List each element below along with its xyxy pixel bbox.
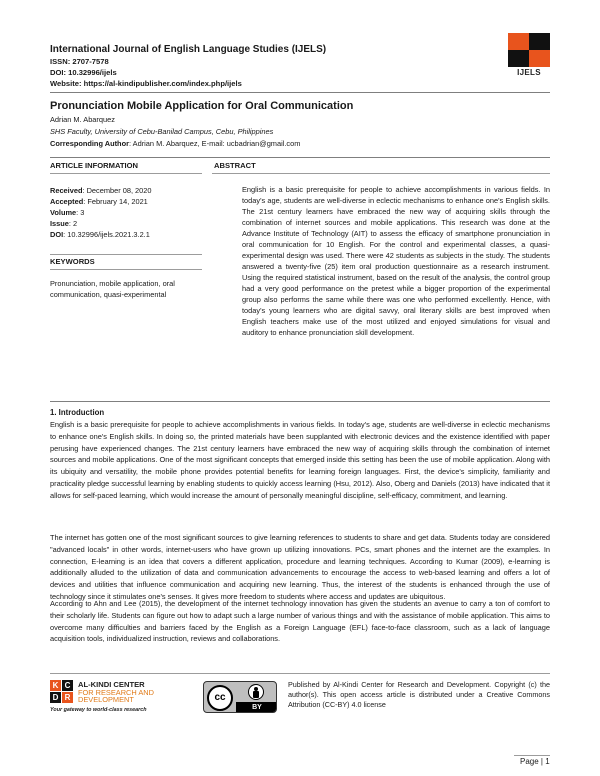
intro-paragraph-2: The internet has gotten one of the most significant sources to give learning references to students to share and get data. Students today are considered "advanced locals" in other words, internet-users who have grown up utilizing innovations. PCs, smart phones and the internet are the examples. In connection, E-learning is an idea that covers a different application, procedure and learning techniques. According to Kumar (2009), e-learning is additionally alluded to the utilization of data and communication advancements to encourage the access to web-based learning and offers a lot of devices and utilities that influence communication and acquiring new learning. Thus, the interest of the students is enhanced through the use of technology since it stimulates one's senses. It gives more freedom to students where access and updates are ubiquitous. xyxy=(50,533,550,601)
center-subtitle xyxy=(78,689,154,703)
page-number-divider xyxy=(514,755,550,756)
journal-header xyxy=(50,44,490,89)
ijels-logo-text: IJELS xyxy=(517,68,541,77)
keywords-heading: KEYWORDS xyxy=(50,257,95,266)
intro-paragraph-3: According to Ahn and Lee (2015), the development of the internet technology innovation has given the students an avenue to carry a ton of comfort to their scholarly life. Students can figure out how to adapt such a large number of various things and with the assistance of mobile application. This aims to overcome many difficulties and barriers faced by the English as a Foreign Language (EFL) face-to-face classroom, such as a lack of language acquisition tools, individualized instruction, reviews and collaborations. xyxy=(50,599,550,644)
received-value: : December 08, 2020 xyxy=(82,186,152,195)
header-divider xyxy=(50,92,550,93)
page-number: Page | 1 xyxy=(520,757,550,766)
cc-by-license-badge[interactable] xyxy=(203,681,277,713)
abstract-end-divider xyxy=(50,401,550,402)
accepted-label: Accepted xyxy=(50,197,84,206)
logo-letter-c: C xyxy=(62,680,73,691)
license-text: Published by Al-Kindi Center for Research and Development. Copyright (c) the author(s). This open access article is distributed under a Creative Commons Attribution (CC-BY) 4.0 license xyxy=(288,680,550,709)
issue-value: : 2 xyxy=(68,219,78,228)
logo-letter-k: K xyxy=(50,680,61,691)
center-sub-line-2: DEVELOPMENT xyxy=(78,695,134,704)
intro-paragraph-1: English is a basic prerequisite for people to achieve accomplishments in various fields. In today's age, students are well-diverse in eclectic mechanisms to enhance one's English skills. In doing so, the printed materials have been supplanted with electronic devices and the existence identified with paper perusing have experienced changes. The 21st century learners have embraced the new way of acquiring skills through the combination of internet sources and mobile applications. One of the most significant concepts that emerged inside this setting has been the use of mobile application. Along with its ubiquity and versatility, the mobile phone provides potential benefits for learning foreign languages. First, the device's simplicity, familiarity and practicality pledge successful learning by enabling students to quickly access learning (Hsu, 2012). Also, Oberg and Daniels (2013) have indicated that it allows for self-paced learning, which would increase the amount of personally meaningful discipline, self-efficacy, commitment, and learning. xyxy=(50,420,550,500)
attribution-icon xyxy=(248,684,264,700)
al-kindi-logo xyxy=(50,680,200,716)
abstract-text: English is a basic prerequisite for people to achieve accomplishments in various fields. In today's age, students are well-diverse in eclectic mechanisms to enhance one's English skills. The 21st century learners have embraced the new way of acquiring skills through the combination of internet sources and mobile applications. This research was done at the Advance Institute of Technology (AIT) to assess the efficacy of smartphone pronunciation in oral communication for 10 English. For the control and experimental classes, a quasi-experimental design was used. There were 42 students as subjects in the study. The students answered a twenty-five (25) item oral production questionnaire as a research instrument. Using the required statistical instrument, based on the result of the analysis, the control group had a very good performance on the pretest while a bigger proportion of the experimental group also performs the same while there was one who performed excellently. Hence, with today's young learners who are digital savvy, oral literary skills are best improved when English teachers make use of the most utilized and enjoyed simulations for visual and auditory to enhance pronunciation skill development. xyxy=(242,185,550,337)
footer-divider xyxy=(50,673,550,674)
keywords-bottom-divider xyxy=(50,269,202,270)
logo-square-black xyxy=(529,33,550,50)
section-divider xyxy=(50,157,550,158)
article-info-heading: ARTICLE INFORMATION xyxy=(50,161,139,170)
journal-issn: ISSN: 2707-7578 xyxy=(50,57,109,66)
corresponding-value: : Adrian M. Abarquez, E-mail: ucbadrian@gmail.com xyxy=(128,139,301,148)
corresponding-author xyxy=(50,139,300,149)
received-label: Received xyxy=(50,186,83,195)
article-title: Pronunciation Mobile Application for Oral Communication xyxy=(50,100,354,112)
abstract-divider xyxy=(212,173,550,174)
doi-row xyxy=(50,229,200,240)
info-divider xyxy=(50,173,202,174)
logo-square-black xyxy=(508,50,529,67)
accepted-row xyxy=(50,196,200,207)
logo-square-orange xyxy=(508,33,529,50)
ijels-logo xyxy=(508,33,550,83)
journal-doi: DOI: 10.32996/ijels xyxy=(50,68,117,77)
center-tagline: Your gateway to world-class research xyxy=(50,707,147,713)
doi-value[interactable]: : 10.32996/ijels.2021.3.2.1 xyxy=(63,230,150,239)
center-name: AL-KINDI CENTER xyxy=(78,680,145,689)
author-name: Adrian M. Abarquez xyxy=(50,115,115,124)
logo-letter-r: R xyxy=(62,692,73,703)
volume-label: Volume xyxy=(50,208,77,217)
center-sub-line-1: FOR RESEARCH AND xyxy=(78,688,154,697)
ijels-logo-mark xyxy=(508,33,550,67)
introduction-heading: 1. Introduction xyxy=(50,408,105,417)
by-label: BY xyxy=(236,702,277,713)
journal-website[interactable]: Website: https://al-kindipublisher.com/index.php/ijels xyxy=(50,79,242,88)
author-affiliation: SHS Faculty, University of Cebu-Banilad Campus, Cebu, Philippines xyxy=(50,127,274,136)
corresponding-label: Corresponding Author xyxy=(50,139,129,148)
attribution-person-body xyxy=(253,691,259,698)
journal-title: International Journal of English Language Studies (IJELS) xyxy=(50,44,327,55)
issue-label: Issue xyxy=(50,219,69,228)
issue-row xyxy=(50,218,200,229)
logo-letter-d: D xyxy=(50,692,61,703)
logo-square-orange xyxy=(529,50,550,67)
volume-row xyxy=(50,207,200,218)
cc-icon: cc xyxy=(207,685,233,711)
article-info xyxy=(50,185,200,240)
abstract-heading: ABSTRACT xyxy=(214,161,256,170)
received-row xyxy=(50,185,200,196)
doi-label: DOI xyxy=(50,230,64,239)
keywords-list: Pronunciation, mobile application, oral communication, quasi-experimental xyxy=(50,279,175,299)
keywords-top-divider xyxy=(50,254,202,255)
accepted-value: : February 14, 2021 xyxy=(83,197,148,206)
volume-value: : 3 xyxy=(76,208,85,217)
